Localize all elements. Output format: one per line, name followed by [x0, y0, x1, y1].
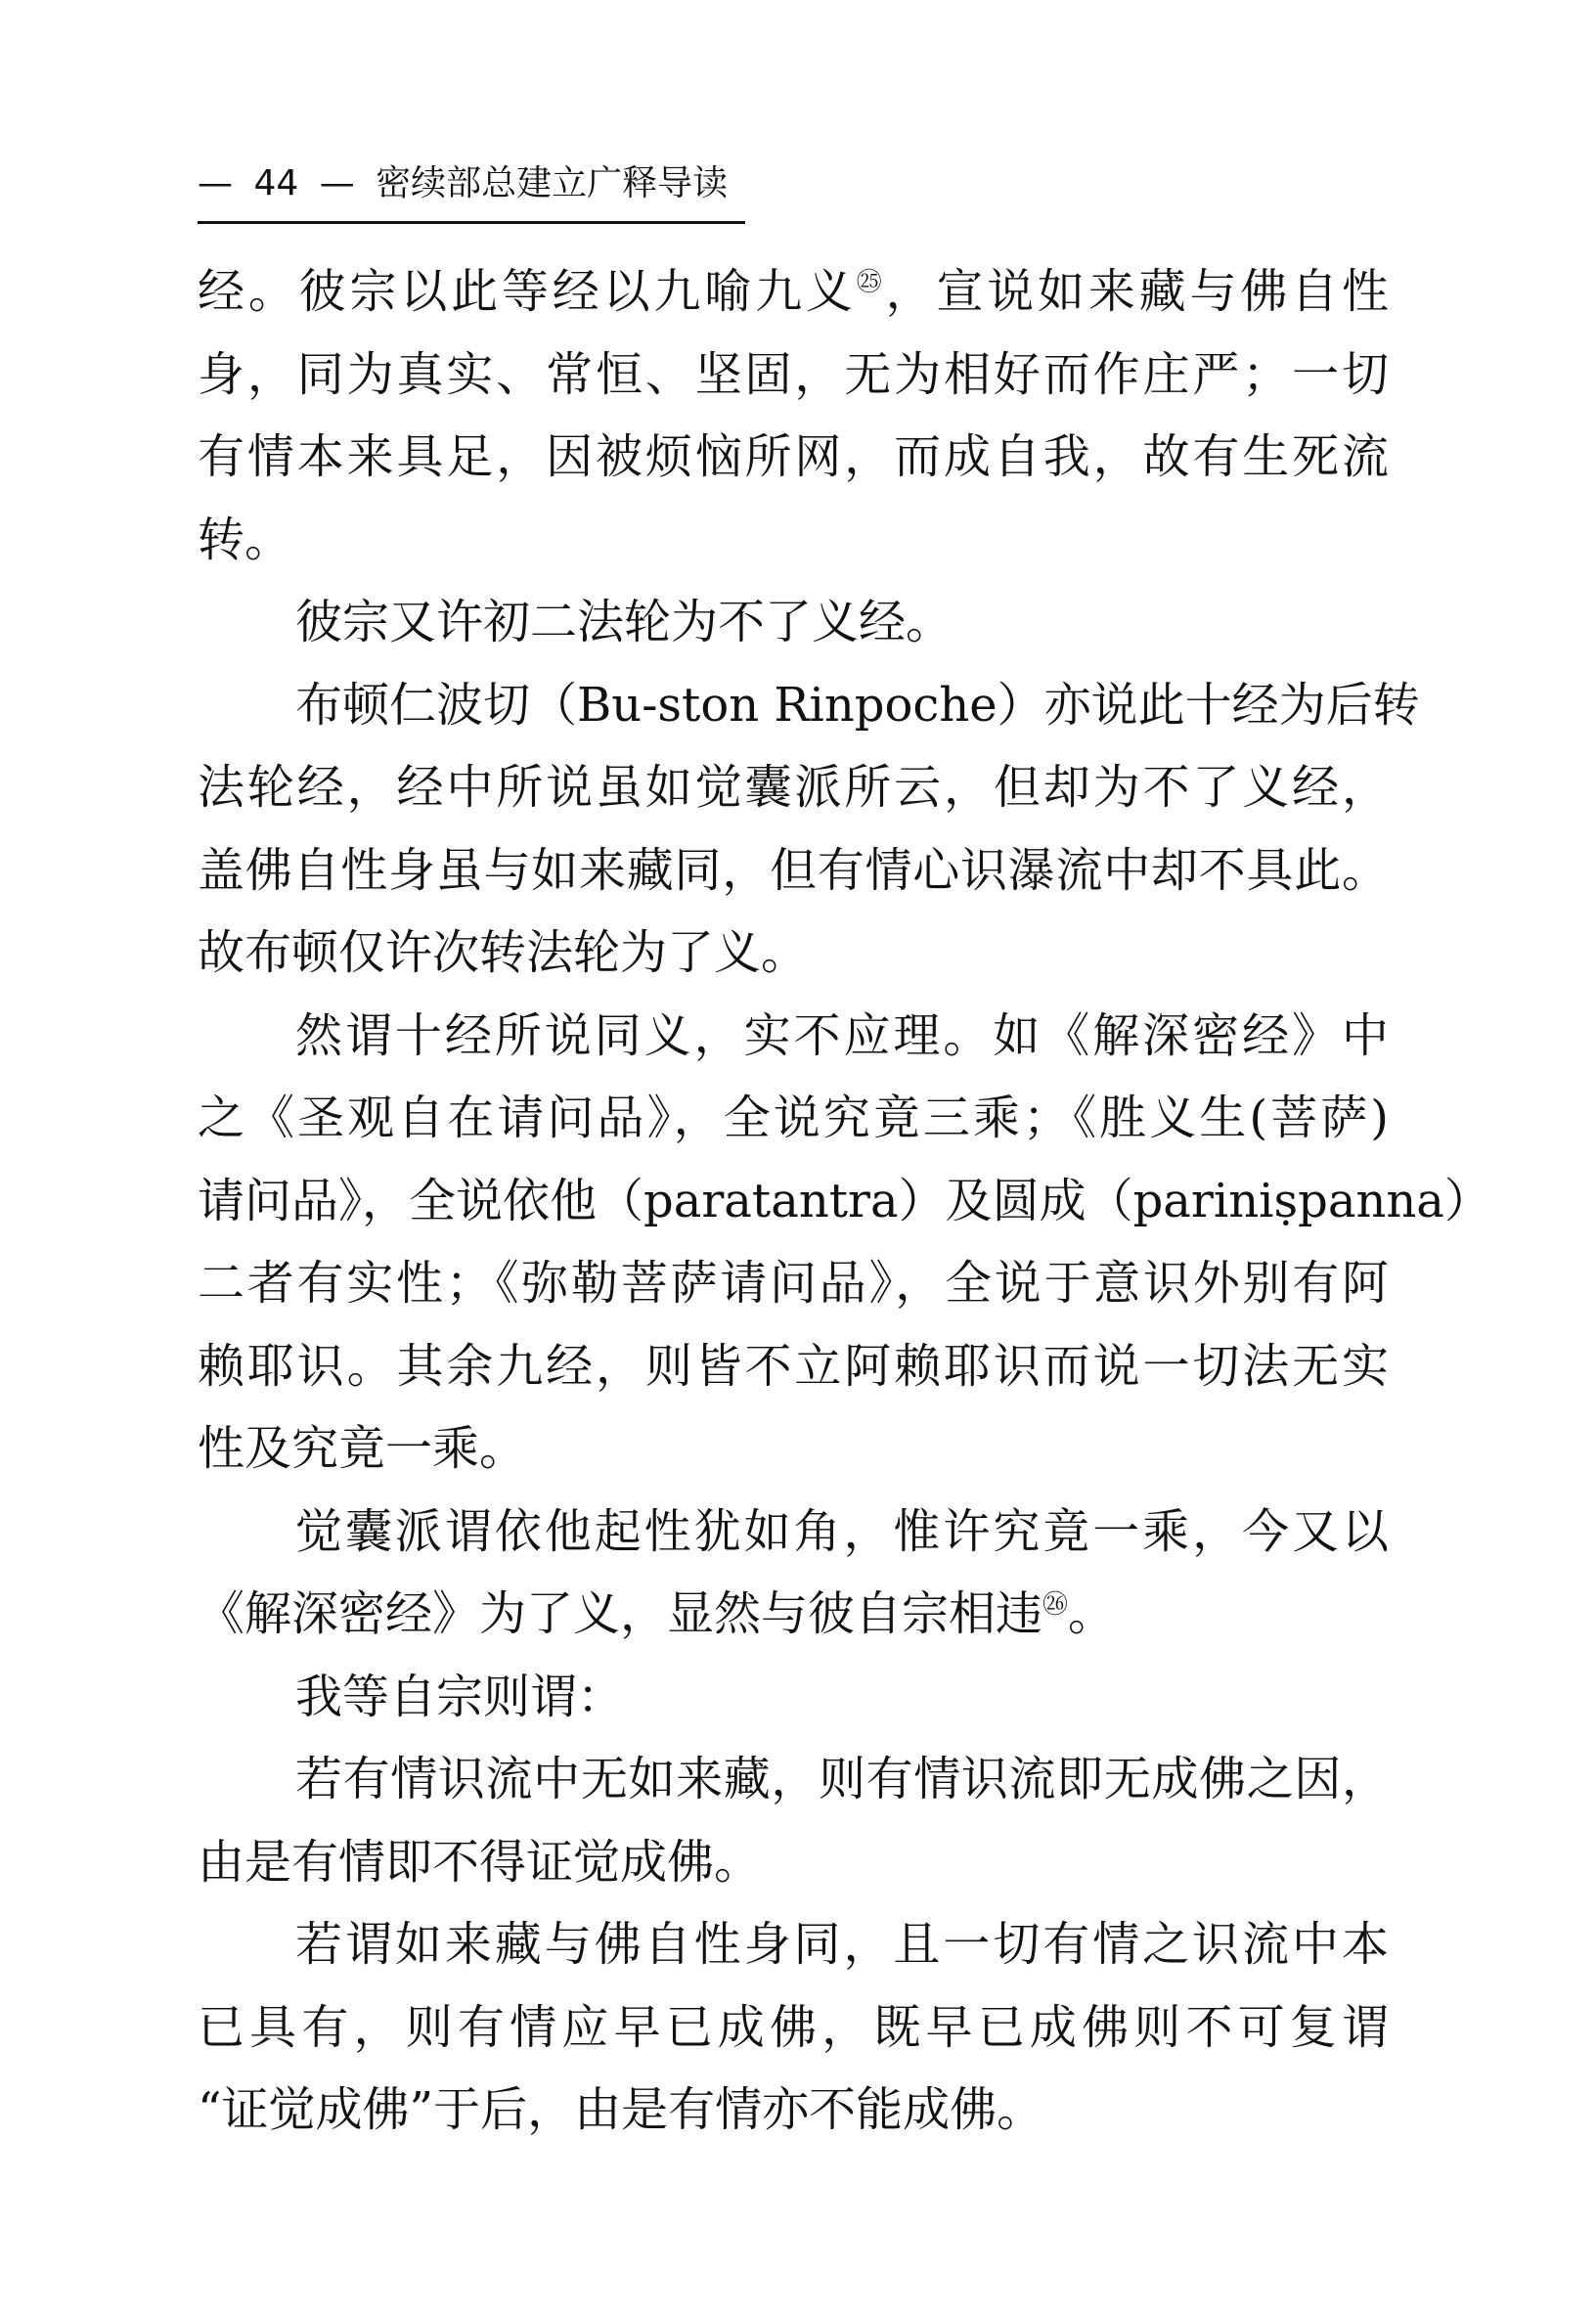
- footnote-marker: ㉕: [856, 268, 886, 297]
- running-header: [198, 156, 745, 224]
- line-text: 请问品》，全说依他（paratantra）及圆成（pariniṣpanna）: [198, 1173, 1491, 1228]
- line-text-continued: ，宣说如来藏与佛自性: [885, 264, 1389, 319]
- line-text: 若有情识流中无如来藏，则有情识流即无成佛之因，: [295, 1752, 1389, 1806]
- text-line: [198, 912, 1389, 995]
- line-text: 赖耶识。其余九经，则皆不立阿赖耶识而说一切法无实: [198, 1338, 1389, 1394]
- text-line: [198, 581, 1389, 664]
- text-line: [198, 2069, 1389, 2152]
- line-text: 经。彼宗以此等经以九喻九义: [198, 264, 857, 319]
- page-number: 44: [253, 163, 299, 203]
- body-text: [198, 250, 1491, 2152]
- header-dash-left: —: [198, 163, 233, 203]
- text-line: [198, 1407, 1389, 1491]
- text-line: [198, 746, 1389, 829]
- text-line: [198, 1160, 1491, 1243]
- line-text: 然谓十经所说同义，实不应理。如《解深密经》中: [295, 1007, 1389, 1063]
- line-text: 故布顿仅许次转法轮为了义。: [198, 925, 809, 980]
- text-line: [198, 1242, 1389, 1325]
- line-text: 转。: [198, 512, 292, 567]
- line-text: 我等自宗则谓：: [295, 1669, 625, 1724]
- text-line: [198, 1738, 1389, 1821]
- line-text: 二者有实性；《弥勒菩萨请问品》，全说于意识外别有阿: [198, 1256, 1389, 1311]
- header-dash-right: —: [319, 163, 355, 203]
- text-line: [198, 1573, 1389, 1656]
- text-line: [198, 1325, 1389, 1408]
- footnote-marker: ㉖: [1042, 1590, 1069, 1620]
- line-text: 若谓如来藏与佛自性身同，且一切有情之识流中本: [295, 1917, 1389, 1972]
- text-line: [198, 499, 1389, 582]
- text-line: [198, 995, 1389, 1078]
- line-text: 彼宗又许初二法轮为不了义经。: [295, 595, 953, 649]
- line-text: 已具有，则有情应早已成佛，既早已成佛则不可复谓: [198, 1999, 1389, 2055]
- line-text: 觉囊派谓依他起性犹如角，惟许究竟一乘，今又以: [295, 1503, 1389, 1559]
- text-line: [198, 1656, 1389, 1739]
- text-line: [198, 829, 1389, 913]
- text-line: [198, 1903, 1389, 1986]
- line-text: 性及究竟一乘。: [198, 1421, 527, 1476]
- text-line: [198, 416, 1389, 499]
- line-text: 身，同为真实、常恒、坚固，无为相好而作庄严；一切: [198, 346, 1389, 402]
- line-text: 法轮经，经中所说虽如觉囊派所云，但却为不了义经，: [198, 760, 1389, 815]
- text-line: [198, 250, 1389, 334]
- line-text: “证觉成佛”于后，由是有情亦不能成佛。: [198, 2082, 1044, 2137]
- text-line: [198, 1986, 1389, 2070]
- text-line: [198, 1491, 1389, 1574]
- line-text-continued: 。: [1068, 1586, 1116, 1641]
- line-text: 布顿仁波切（Bu-ston Rinpoche）亦说此十经为后转: [295, 677, 1420, 733]
- text-line: [198, 1821, 1389, 1904]
- text-line: [198, 664, 1420, 747]
- line-text: 之《圣观自在请问品》，全说究竟三乘；《胜义生(菩萨): [198, 1091, 1389, 1145]
- line-text: 有情本来具足，因被烦恼所网，而成自我，故有生死流: [198, 429, 1389, 484]
- line-text: 由是有情即不得证觉成佛。: [198, 1834, 762, 1890]
- book-title: 密续部总建立广释导读: [376, 163, 729, 203]
- text-line: [198, 1077, 1389, 1160]
- line-text: 盖佛自性身虽与如来藏同，但有情心识瀑流中却不具此。: [198, 842, 1389, 898]
- text-line: [198, 334, 1389, 417]
- line-text: 《解深密经》为了义，显然与彼自宗相违: [198, 1586, 1043, 1641]
